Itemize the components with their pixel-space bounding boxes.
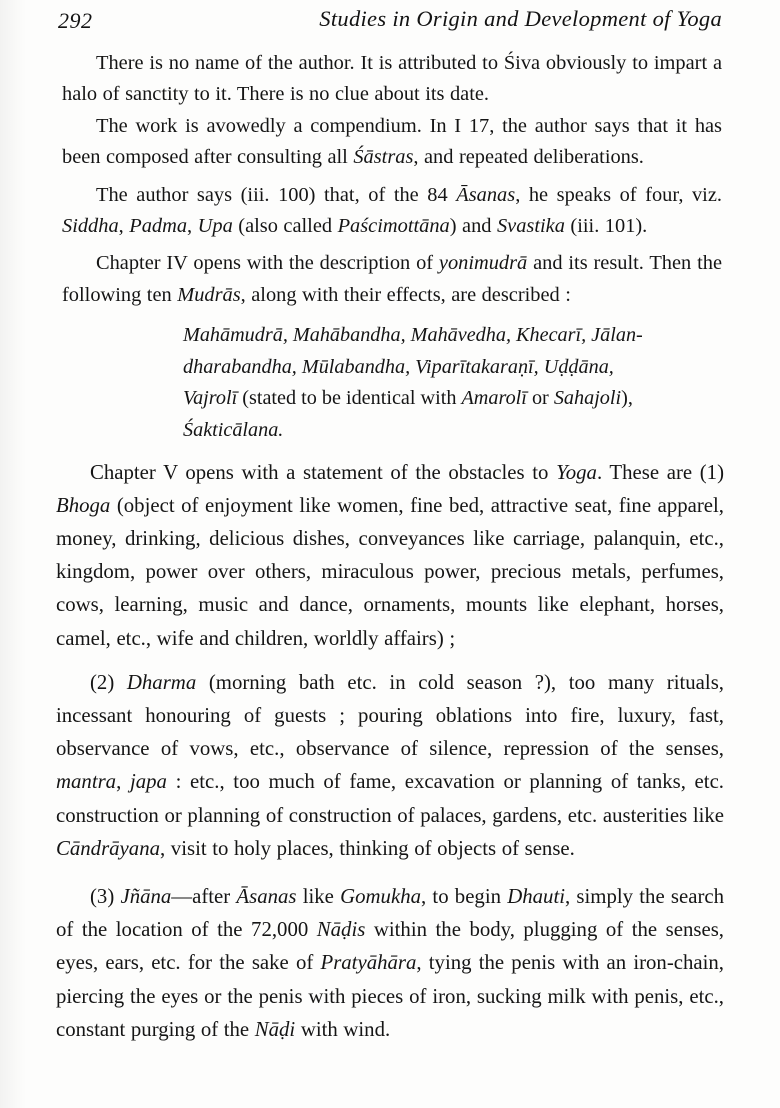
paragraph-mid-3: , to begin <box>421 885 508 909</box>
paragraph-mid-5: within the body, plugging of the senses, eyes, ears, etc. for the sake of <box>56 918 724 975</box>
running-title: Studies in Origin and Development of Yoga <box>319 6 722 31</box>
quoted-mudra-list <box>0 320 780 446</box>
item-number-2: (2) <box>90 670 127 694</box>
paragraph-gap <box>0 865 780 880</box>
paragraph-mid: and its result. Then the following ten <box>62 252 722 306</box>
paragraph-chapter-four <box>0 248 780 311</box>
term-mudras: Mudrās <box>177 283 241 306</box>
paragraph-tail: (iii. 101). <box>564 215 648 238</box>
term-mantra: mantra <box>56 770 117 794</box>
paragraph-author-attribution <box>0 48 780 111</box>
term-dhauti: Dhauti <box>507 885 566 909</box>
paragraph-jnana <box>0 880 780 1046</box>
paragraph-compendium <box>0 111 780 174</box>
paragraph-mid: , he speaks of four, viz. <box>515 183 722 206</box>
paragraph-mid-3: : etc., too much of fame, excavation or planning of tanks, etc. construction or planning of construction of palaces, gardens, etc. austerities like <box>56 770 724 827</box>
paragraph-asanas <box>0 180 780 243</box>
paragraph-lead: Chapter V opens with a statement of the obstacles to <box>90 460 557 484</box>
page-header <box>0 6 780 40</box>
term-nadi: Nāḍi <box>254 1017 296 1041</box>
quote-line-3 <box>183 383 722 415</box>
paragraph-dharma <box>0 666 780 865</box>
quote-line-1: Mahāmudrā, Mahābandha, Mahāvedha, Khecarī, Jālan- <box>183 324 643 347</box>
term-sastras: Śāstras <box>353 146 414 169</box>
term-pascimottana: Paścimottāna <box>337 215 450 238</box>
term-bhoga: Bhoga <box>56 493 111 517</box>
item-number-3: (3) <box>90 885 121 909</box>
term-japa: japa <box>129 770 167 794</box>
term-candrayana: Cāndrāyana <box>56 836 160 860</box>
paragraph-mid: . These are (1) <box>596 460 724 484</box>
paragraph-text: There is no name of the author. It is attributed to Śiva obviously to impart a halo of sanctity to it. There is no clue about its date. <box>62 52 722 106</box>
separator: , <box>116 770 130 794</box>
term-yoga: Yoga <box>556 460 597 484</box>
term-padma: Padma <box>129 215 188 238</box>
term-svastika: Svastika <box>496 215 565 238</box>
paragraph-mid-2: (also called <box>232 215 338 238</box>
paragraph-text: The work is avowedly a compendium. In I 17, the author says that it has been composed after consulting all <box>62 114 722 169</box>
term-asanas: Āsanas <box>236 885 297 909</box>
quote-roman-2: or <box>526 387 554 410</box>
paragraph-tail: with wind. <box>295 1017 391 1041</box>
term-amaroli: Amarolī <box>461 387 527 410</box>
quote-line-2: dharabandha, Mūlabandha, Viparītakaraṇī, Uḍḍāna, <box>183 355 614 378</box>
paragraph-tail: (object of enjoyment like women, fine bed, attractive seat, fine apparel, money, drinking, delicious dishes, conveyances like carriage, palanquin, etc., kingdom, power over others, miraculous power, precious metals, perfumes, cows, learning, music and dance, ornaments, mounts like elephant, horses, camel, etc., wife and children, worldly affairs) ; <box>56 493 724 650</box>
term-sahajoli: Sahajoli <box>553 387 622 410</box>
separator: , <box>118 215 130 238</box>
term-asanas: Āsanas <box>456 183 516 206</box>
term-yonimudra: yonimudrā <box>438 252 528 275</box>
separator: , <box>187 215 198 238</box>
paragraph-mid-6: , tying the penis with an iron-chain, piercing the eyes or the penis with pieces of iron, sucking milk with penis, etc., constant purging of the <box>56 951 724 1041</box>
paragraph-lead: Chapter IV opens with the description of <box>96 252 439 275</box>
paragraph-lead: The author says (iii. 100) that, of the 84 <box>96 183 457 206</box>
term-dharma: Dharma <box>126 670 197 694</box>
paragraph-mid: —after <box>171 885 237 909</box>
paragraph-mid-4: , simply the search of the location of the 72,000 <box>56 885 724 942</box>
quote-roman-1: (stated to be identical with <box>237 387 462 410</box>
term-siddha: Siddha <box>62 215 119 238</box>
quote-line-4: Śakticālana. <box>183 419 284 442</box>
paragraph-mid-3: ) and <box>449 215 497 238</box>
quote-roman-3: ), <box>621 387 633 410</box>
term-vajroli: Vajrolī <box>183 387 238 410</box>
paragraph-text-tail: , and repeated deliberations. <box>413 146 644 169</box>
page-body <box>0 48 780 1046</box>
paragraph-mid-2: like <box>296 885 341 909</box>
paragraph-chapter-five-bhoga <box>0 456 780 655</box>
term-pratyahara: Pratyāhāra <box>320 951 417 975</box>
paragraph-mid: (morning bath etc. in cold season ?), too many rituals, incessant honouring of guests ; pouring oblations into fire, luxury, fast, observance of vows, etc., observance of silence, repression of the senses, <box>56 670 724 761</box>
term-gomukha: Gomukha <box>340 885 421 909</box>
paragraph-tail: , visit to holy places, thinking of objects of sense. <box>160 836 575 860</box>
paragraph-gap <box>0 655 780 666</box>
term-jnana: Jñāna <box>120 885 172 909</box>
term-nadis: Nāḍis <box>316 918 366 942</box>
term-upa: Upa <box>197 215 233 238</box>
page-number: 292 <box>58 8 93 33</box>
paragraph-tail: , along with their effects, are described : <box>240 283 571 306</box>
